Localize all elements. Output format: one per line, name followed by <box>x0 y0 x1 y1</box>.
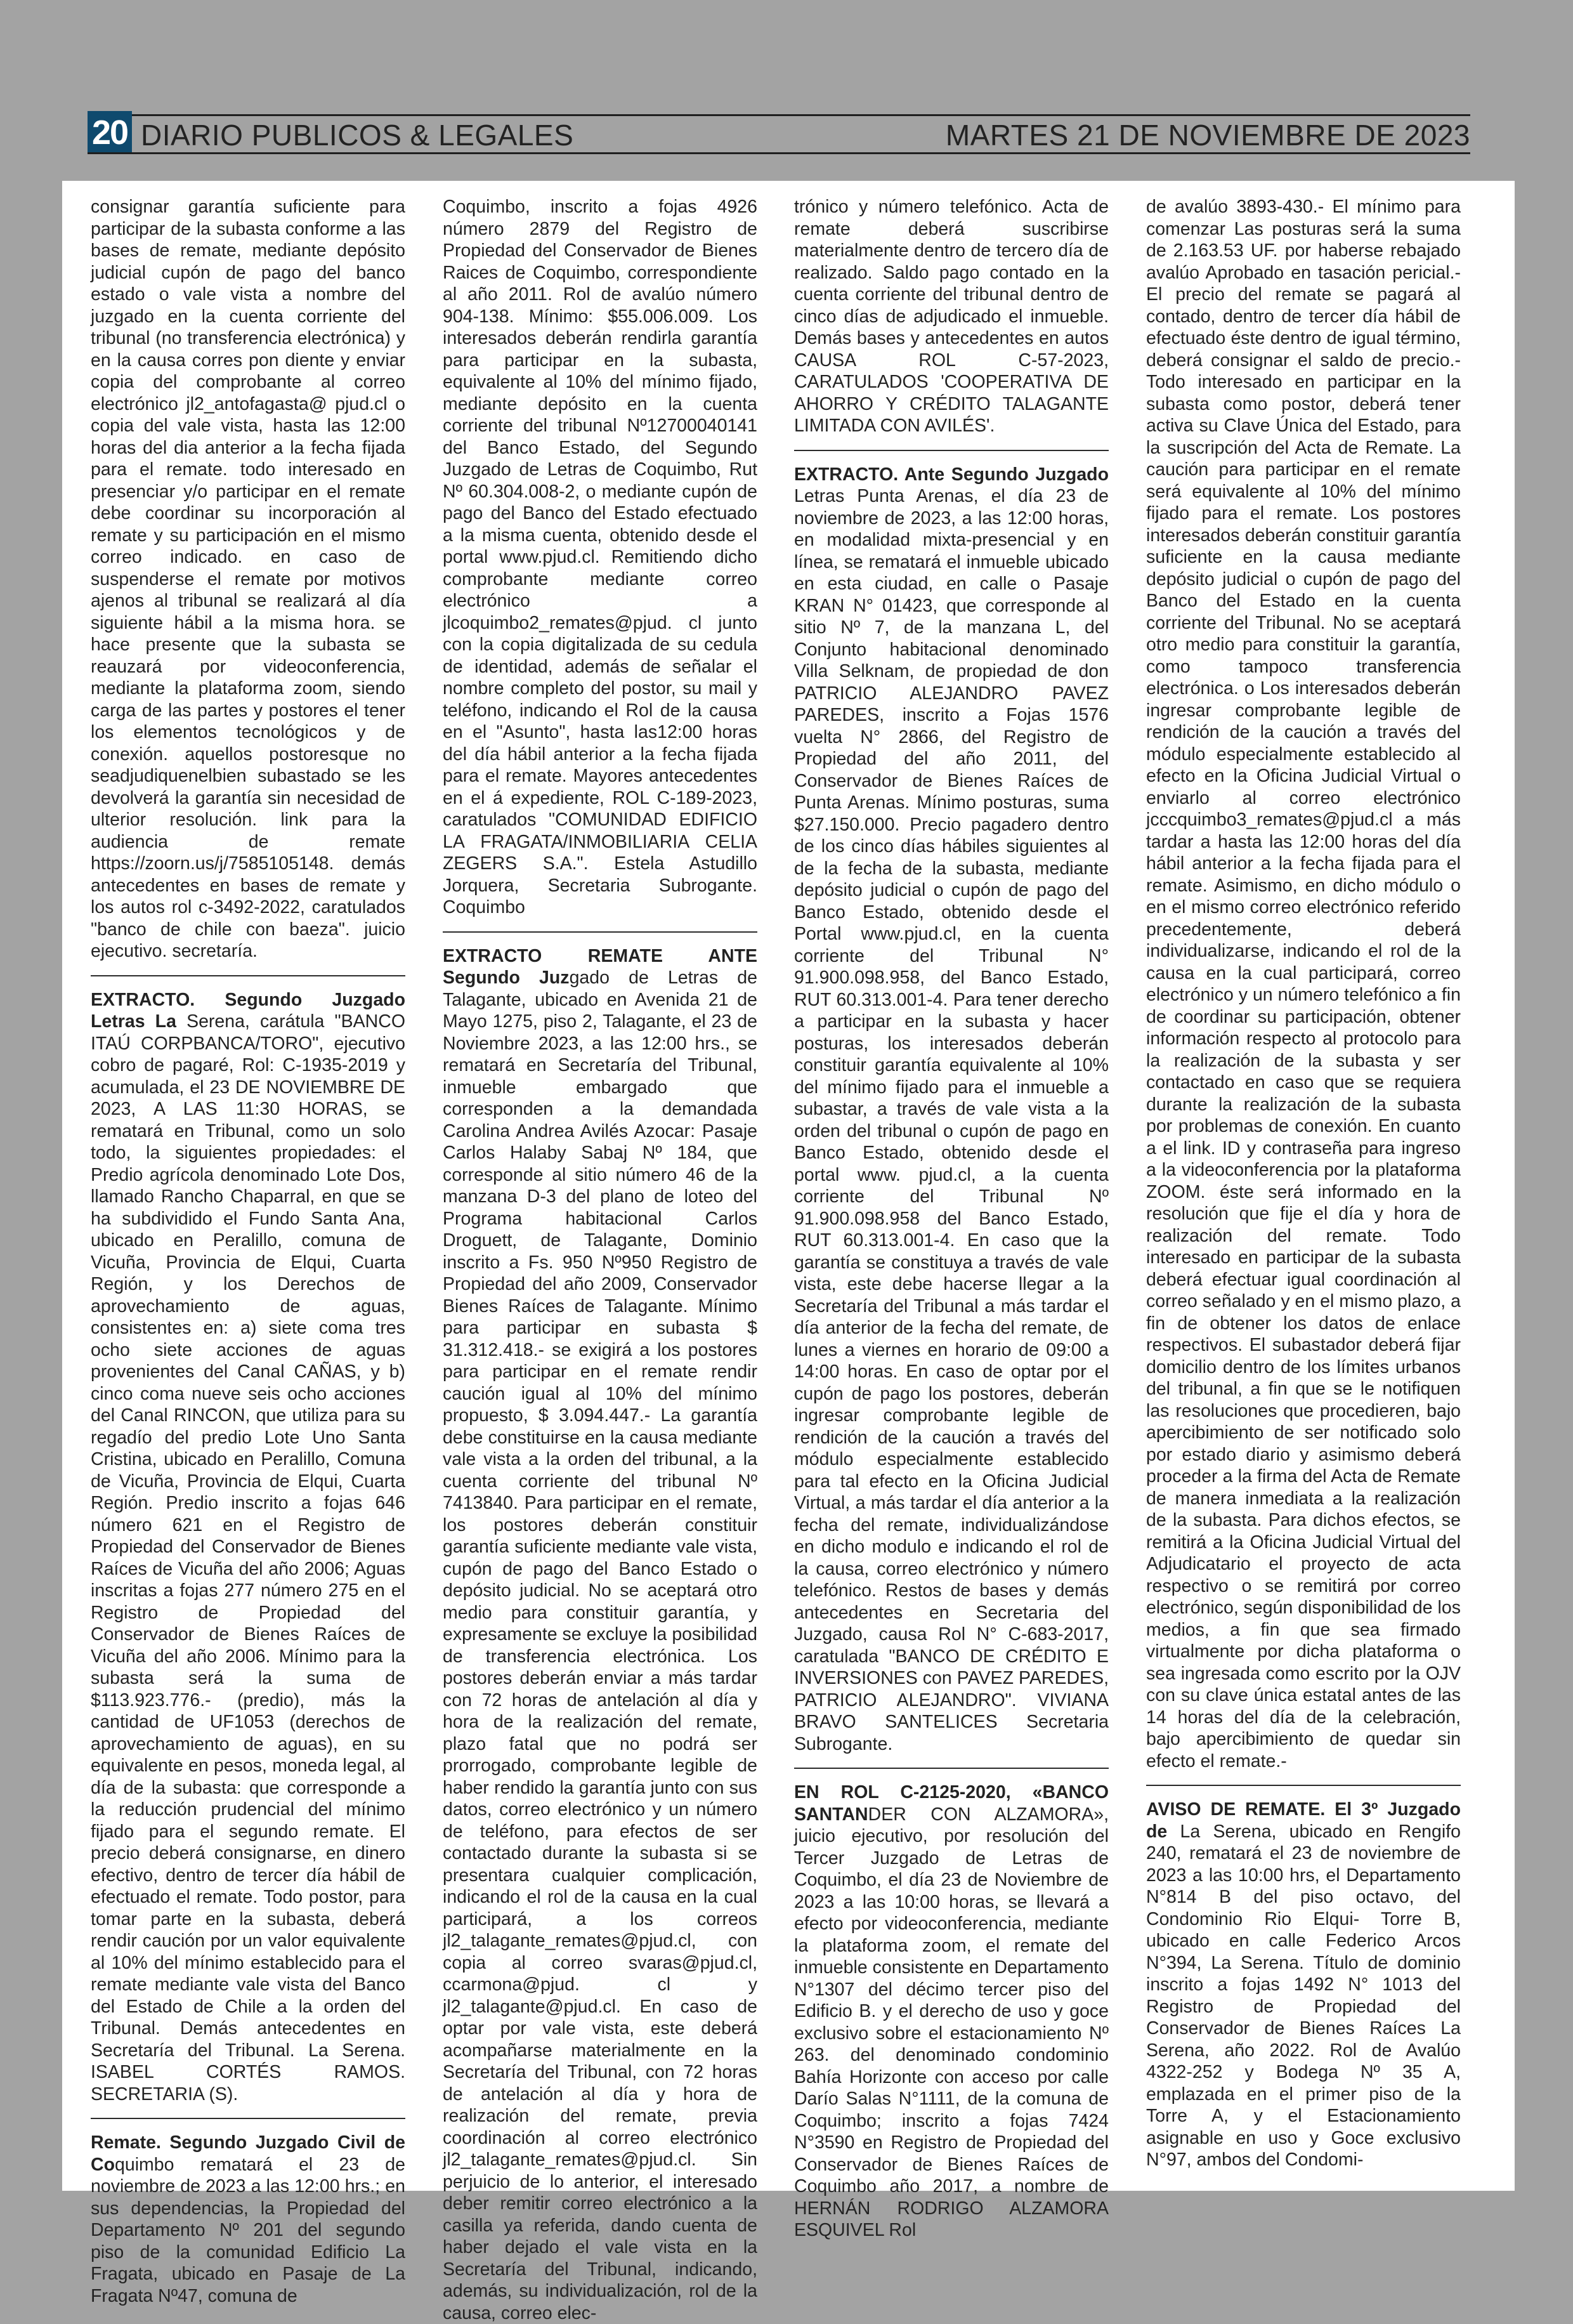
legal-notice <box>91 2132 405 2307</box>
notice-text: quimbo rematará el 23 de noviembre de 2023 a las 12:00 hrs.; en sus dependencias, la Propiedad del Departamento Nº 201 del segundo piso de la comunidad Edificio La Fragata, ubicado en Pasaje de La Fragata Nº47, comuna de <box>91 2155 405 2306</box>
notice-text: trónico y número telefónico. Acta de remate deberá suscribirse materialmente dentro de tercero día de realizado. Saldo pago contado en la cuenta corriente del tribunal dentro de cinco días de adjudicado el inmueble. Demás bases y antecedentes en autos CAUSA ROL C-57-2023, CARATULADOS 'COOPERATIVA DE AHORRO Y CRÉDITO TALAGANTE LIMITADA CON AVILÉS'. <box>794 197 1109 436</box>
legal-notice <box>91 989 405 2106</box>
legal-notice <box>794 1782 1109 2242</box>
header-bottom-rule <box>88 152 1470 154</box>
column-1 <box>91 196 405 2307</box>
section-title: DIARIO PUBLICOS & LEGALES <box>141 117 573 153</box>
column-3 <box>794 196 1109 2242</box>
page-header <box>88 111 1470 154</box>
issue-date: MARTES 21 DE NOVIEMBRE DE 2023 <box>946 117 1470 153</box>
notice-lead: EXTRACTO. Segundo Juzgado Letras La <box>91 990 405 1032</box>
notice-text: DER CON ALZAMORA», juicio ejecutivo, por resolución del Tercer Juzgado de Letras de Coquimbo, el día 23 de Noviembre de 2023 a las 10:00 horas, se llevará a efecto por videoconferencia, mediante la plataforma zoom, el remate del inmueble consistente en Departamento N°1307 del décimo tercer piso del Edificio B. y el derecho de uso y goce exclusivo sobre el estacionamiento Nº 263. del denominado condominio Bahía Horizonte con acceso por calle Darío Salas N°1111, de la comuna de Coquimbo; inscrito a fojas 7424 N°3590 en Registro de Propiedad del Conservador de Bienes Raíces de Coquimbo año 2017, a nombre de HERNÁN RODRIGO ALZAMORA ESQUIVEL Rol <box>794 1804 1109 2241</box>
notice-divider <box>91 975 405 976</box>
notice-divider <box>794 450 1109 451</box>
notice-text: Coquimbo, inscrito a fojas 4926 número 2879 del Registro de Propiedad del Conservador de Bienes Raices de Coquimbo, correspondiente al año 2011. Rol de avalúo número 904-138. Mínimo: $55.006.009. Los interesados deberán rendirla garantía para participar en la subasta, equivalente al 10% del mínimo fijado, mediante depósito en la cuenta corriente del tribunal Nº12700040141 del Banco Estado, del Segundo Juzgado de Letras de Coquimbo, Rut Nº 60.304.008-2, o mediante cupón de pago del Banco del Estado efectuado a la misma cuenta, obtenido desde el portal www.pjud.cl. Remitiendo dicho comprobante mediante correo electrónico a jlcoquimbo2_remates@pjud. cl junto con la copia digitalizada de su cedula de identidad, además de señalar el nombre completo del postor, su mail y teléfono, indicando el Rol de la causa en el "Asunto", hasta las12:00 horas del día hábil anterior a la fecha fijada para el remate. Mayores antecedentes en el á expediente, ROL C-189-2023, caratulados "COMUNIDAD EDIFICIO LA FRAGATA/INMOBILIARIA CELIA ZEGERS S.A.". Estela Astudillo Jorquera, Secretaria Subrogante. Coquimbo <box>443 197 757 917</box>
notice-text: Serena, carátula "BANCO ITAÚ CORPBANCA/TORO", ejecutivo cobro de pagaré, Rol: C-1935-2019 y acumulada, el 23 DE NOVIEMBRE DE 2023, A LAS 11:30 HORAS, se rematará en Tribunal, como un solo todo, la siguientes propiedades: el Predio agrícola denominado Lote Dos, llamado Rancho Chaparral, en que se ha subdividido el Fundo Santa Ana, ubicado en Peralillo, comuna de Vicuña, Provincia de Elqui, Cuarta Región, y los Derechos de aprovechamiento de aguas, consistentes en: a) siete coma tres ocho siete acciones de aguas provenientes del Canal CAÑAS, y b) cinco coma nueve seis ocho acciones del Canal RINCON, que utiliza para su regadío del predio Lote Uno Santa Cristina, ubicado en Peralillo, Comuna de Vicuña, Provincia de Elqui, Cuarta Región. Predio inscrito a fojas 646 número 621 en el Registro de Propiedad del Conservador de Bienes Raíces de Vicuña del año 2006; Aguas inscritas a fojas 277 número 275 en el Registro de Propiedad del Conservador de Bienes Raíces de Vicuña del año 2006. Mínimo para la subasta será la suma de $113.923.776.- (predio), más la cantidad de UF1053 (derechos de aprovechamiento de aguas), en su equivalente en pesos, moneda legal, al día de la subasta: que corresponde a la reducción prudencial del mínimo fijado para el segundo remate. El precio deberá consignarse, en dinero efectivo, dentro de tercer día hábil de efectuado el remate. Todo postor, para tomar parte en la subasta, deberá rendir caución por un valor equivalente al 10% del mínimo establecido para el remate mediante vale vista del Banco del Estado de Chile a la orden del Tribunal. Demás antecedentes en Secretaría del Tribunal. La Serena. ISABEL CORTÉS RAMOS. SECRETARIA (S). <box>91 1011 405 2104</box>
legal-notice <box>1146 1799 1461 2171</box>
notice-text: La Serena, ubicado en Rengifo 240, rematará el 23 de noviembre de 2023 a las 10:00 hrs, el Departamento N°814 B del piso octavo, del Condominio Rio Elqui- Torre B, ubicado en calle Federico Arcos N°394, La Serena. Título de dominio inscrito a fojas 1492 N° 1013 del Registro de Propiedad del Conservador de Bienes Raíces La Serena, año 2022. Rol de Avalúo 4322-252 y Bodega Nº 35 A, emplazada en el primer piso de la Torre A, y el Estacionamiento asignable en uso y Goce exclusivo N°97, ambos del Condomi- <box>1146 1822 1461 2170</box>
column-4 <box>1146 196 1461 2171</box>
notice-divider <box>91 2118 405 2119</box>
legal-notice <box>443 945 757 2324</box>
notice-divider <box>794 1768 1109 1769</box>
notice-lead: AVISO DE REMATE. El 3º Juzgado de <box>1146 1799 1461 1842</box>
legal-notice <box>443 196 757 919</box>
notice-text: de avalúo 3893-430.- El mínimo para comenzar Las posturas será la suma de 2.163.53 UF. por haberse rebajado avalúo Aprobado en tasación pericial.- El precio del remate se pagará al contado, dentro de tercer día hábil de efectuado éste dentro de igual término, deberá consignar el saldo de precio.- Todo interesado en participar en la subasta como postor, deberá tener activa su Clave Única del Estado, para la suscripción del Acta de Remate. La caución para participar en el remate será equivalente al 10% del mínimo fijado para el remate. Los postores interesados deberán constituir garantía suficiente en la causa mediante depósito judicial o cupón de pago del Banco del Estado en la cuenta corriente del Tribunal. No se aceptará otro medio para constituir la garantía, como tampoco transferencia electrónica. o Los interesados deberán ingresar comprobante legible de rendición de la caución a través del módulo especialmente establecido al efecto en la Oficina Judicial Virtual o enviarlo al correo electrónico jcccquimbo3_remates@pjud.cl a más tardar a hasta las 12:00 horas del día hábil anterior a la fecha fijada para el remate. Asimismo, en dicho módulo o en el mismo correo electrónico referido precedentemente, deberá individualizarse, indicando el rol de la causa en la cual participará, correo electrónico y un número telefónico a fin de coordinar su participación, obtener información respecto al protocolo para la realización de la subasta y ser contactado en caso que se requiera durante la realización de la subasta por problemas de conexión. En cuanto a el link. ID y contraseña para ingreso a la videoconferencia por la plataforma ZOOM. éste será informado en la resolución que fije el día y hora de realización del remate. Todo interesado en participar de la subasta deberá efectuar igual coordinación al correo señalado y en el mismo plazo, a fin de obtener los datos de enlace respectivos. El subastador deberá fijar domicilio dentro de los límites urbanos del tribunal, a fin que se le notifiquen las resoluciones que procedieren, bajo apercibimiento de ser notificado solo por estado diario y asimismo deberá proceder a la firma del Acta de Remate de manera inmediata a la realización de la subasta. Para dichos efectos, se remitirá a la Oficina Judicial Virtual del Adjudicatario el proyecto de acta respectivo o se remitirá por correo electrónico, según disponibilidad de los medios, a fin que sea firmado virtualmente por dicha plataforma o sea ingresada como escrito por la OJV con su clave única estatal antes de las 14 horas del día de la celebración, bajo apercibimiento de quedar sin efecto el remate.- <box>1146 197 1461 1771</box>
notice-divider <box>1146 1785 1461 1786</box>
header-top-rule <box>88 114 1470 116</box>
notice-lead: EXTRACTO. Ante Segundo Juzgado <box>794 464 1109 485</box>
notice-text: gado de Letras de Talagante, ubicado en Avenida 21 de Mayo 1275, piso 2, Talagante, el 23 de Noviembre 2023, a las 12:00 hrs., se rematará en Secretaría del Tribunal, inmueble embargado que corresponden a la demandada Carolina Andrea Avilés Azocar: Pasaje Carlos Halaby Sabaj Nº 184, que corresponde al sitio número 46 de la manzana D-3 del plano de loteo del Programa habitacional Carlos Droguett, de Talagante, Dominio inscrito a Fs. 950 Nº950 Registro de Propiedad del año 2009, Conservador Bienes Raíces de Talagante. Mínimo para participar en subasta $ 31.312.418.- se exigirá a los postores para participar en el remate rendir caución igual al 10% del mínimo propuesto, $ 3.094.447.- La garantía debe constituirse en la causa mediante vale vista a la orden del tribunal, a la cuenta corriente del tribunal Nº 7413840. Para participar en el remate, los postores deberán constituir garantía suficiente mediante vale vista, cupón de pago del Banco Estado o depósito judicial. No se aceptará otro medio para constituir garantía, y expresamente se excluye la posibilidad de transferencia electrónica. Los postores deberán enviar a más tardar con 72 horas de antelación al día y hora de la realización del remate, plazo fatal que no podrá ser prorrogado, comprobante legible de haber rendido la garantía junto con sus datos, correo electrónico y un número de teléfono, para efectos de ser contactado durante la subasta si se presentara cualquier complicación, indicando el rol de la causa en la cual participará, a los correos jl2_talagante_remates@pjud.cl, con copia al correo svaras@pjud.cl, ccarmona@pjud. cl y jl2_talagante@pjud.cl. En caso de optar por vale vista, este deberá acompañarse materialmente en la Secretaría del Tribunal, con 72 horas de antelación al día y hora de realización del remate, previa coordinación al correo electrónico jl2_talagante_remates@pjud.cl. Sin perjuicio de lo anterior, el interesado deber remitir correo electrónico a la casilla ya referida, dando cuenta de haber dejado el vale vista en la Secretaría del Tribunal, indicando, además, su individualización, rol de la causa, correo elec- <box>443 968 757 2323</box>
legal-notice <box>91 196 405 962</box>
notice-text: consignar garantía suficiente para participar de la subasta conforme a las bases de remate, mediante depósito judicial cupón de pago del banco estado o vale vista a nombre del juzgado en la cuenta corriente del tribunal (no transferencia electrónica) y en la causa corres pon diente y enviar copia del comprobante al correo electrónico jl2_antofagasta@ pjud.cl o copia del vale vista, hasta las 12:00 horas del dia anterior a la fecha fijada para el remate. todo interesado en presenciar y/o participar en el remate debe coordinar su incorporación al remate y su participación en el mismo correo indicado. en caso de suspenderse el remate por motivos ajenos al tribunal se realizará al día siguiente hábil a la misma hora. se hace presente que la subasta se reauzará por videoconferencia, mediante la plataforma zoom, siendo carga de las partes y postores el tener los elementos tecnológicos y de conexión. aquellos postoresque no seadjudiquenelbien subastado se les devolverá la garantía sin necesidad de ulterior resolución. link para la audiencia de remate https://zoorn.us/j/7585105148. demás antecedentes en bases de remate y los autos rol c-3492-2022, caratulados "banco de chile con baeza". juicio ejecutivo. secretaría. <box>91 197 405 961</box>
column-2 <box>443 196 757 2324</box>
notice-lead: Remate. Segundo Juzgado Civil de Co <box>91 2132 405 2175</box>
notice-divider <box>443 931 757 933</box>
notice-lead: EN ROL C-2125-2020, «BANCO SANTAN <box>794 1782 1109 1825</box>
notice-lead: EXTRACTO REMATE ANTE Segundo Juz <box>443 946 757 988</box>
newspaper-page <box>62 181 1515 2191</box>
legal-notice <box>1146 196 1461 1772</box>
page-number: 20 <box>88 111 132 154</box>
legal-notice <box>794 196 1109 437</box>
notice-text: Letras Punta Arenas, el día 23 de noviembre de 2023, a las 12:00 horas, en modalidad mixta-presencial y en línea, se rematará el inmueble ubicado en esta ciudad, en calle o Pasaje KRAN N° 01423, que corresponde al sitio Nº 7, de la manzana L, del Conjunto habitacional denominado Villa Selknam, de propiedad de don PATRICIO ALEJANDRO PAVEZ PAREDES, inscrito a Fojas 1576 vuelta N° 2866, del Registro de Propiedad del año 2011, del Conservador de Bienes Raíces de Punta Arenas. Mínimo posturas, suma $27.150.000. Precio pagadero dentro de los cinco días hábiles siguientes al de la fecha de la subasta, mediante depósito judicial o cupón de pago del Banco Estado, obtenido desde el Portal www.pjud.cl, en la cuenta corriente del Tribunal N° 91.900.098.958, del Banco Estado, RUT 60.313.001-4. Para tener derecho a participar en la subasta y hacer posturas, los interesados deberán constituir garantía equivalente al 10% del mínimo fijado para el inmueble a subastar, a través de vale vista a la orden del tribunal o cupón de pago en Banco Estado, obtenido desde el portal www. pjud.cl, a la cuenta corriente del Tribunal Nº 91.900.098.958 del Banco Estado, RUT 60.313.001-4. En caso que la garantía se constituya a través de vale vista, este debe hacerse llegar a la Secretaría del Tribunal a más tardar el día anterior de la fecha del remate, de lunes a viernes en horario de 09:00 a 14:00 horas. En caso de optar por el cupón de pago los postores, deberán ingresar comprobante legible de rendición de la caución a través del módulo especialmente establecido para tal efecto en la Oficina Judicial Virtual, a más tardar el día anterior a la fecha del remate, individualizándose en dicho modulo e indicando el rol de la causa, correo electrónico y número telefónico. Restos de bases y demás antecedentes en Secretaria del Juzgado, causa Rol N° C-683-2017, caratulada "BANCO DE CRÉDITO E INVERSIONES con PAVEZ PAREDES, PATRICIO ALEJANDRO". VIVIANA BRAVO SANTELICES Secretaria Subrogante. <box>794 486 1109 1754</box>
legal-notice <box>794 464 1109 1756</box>
